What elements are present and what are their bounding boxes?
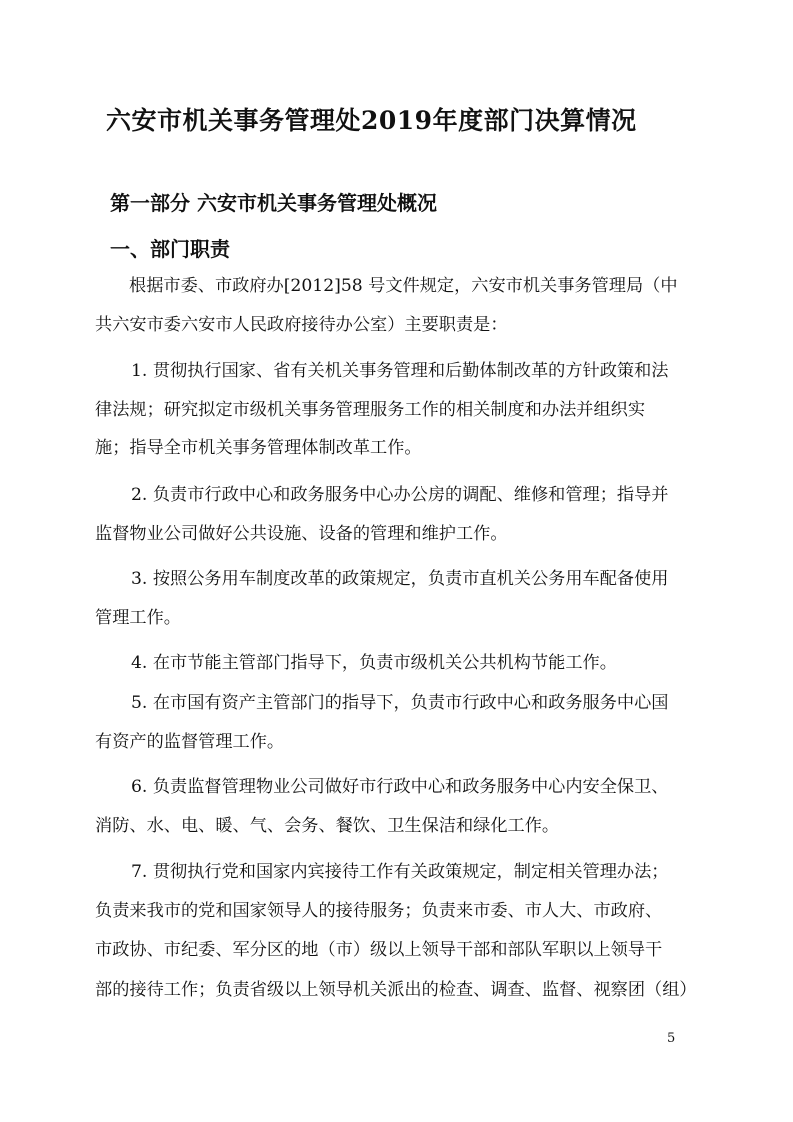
body-line: 5. 在市国有资产主管部门的指导下，负责市行政中心和政务服务中心国 — [131, 693, 669, 713]
body-line: 7. 贯彻执行党和国家内宾接待工作有关政策规定，制定相关管理办法； — [131, 862, 669, 882]
body-line: 有资产的监督管理工作。 — [95, 732, 285, 752]
body-line: 施；指导全市机关事务管理体制改革工作。 — [95, 438, 422, 458]
body-line: 市政协、市纪委、军分区的地（市）级以上领导干部和部队军职以上领导干 — [95, 940, 663, 960]
body-line: 管理工作。 — [95, 608, 181, 628]
body-line: 3. 按照公务用车制度改革的政策规定，负责市直机关公务用车配备使用 — [131, 569, 669, 589]
section-heading: 一、部门职责 — [110, 237, 230, 261]
body-line: 1. 贯彻执行国家、省有关机关事务管理和后勤体制改革的方针政策和法 — [131, 361, 669, 381]
body-line: 4. 在市节能主管部门指导下，负责市级机关公共机构节能工作。 — [131, 653, 617, 673]
body-line: 根据市委、市政府办[2012]58 号文件规定，六安市机关事务管理局（中 — [129, 276, 678, 296]
body-line: 律法规；研究拟定市级机关事务管理服务工作的相关制度和办法并组织实 — [95, 400, 646, 420]
body-line: 消防、水、电、暖、气、会务、餐饮、卫生保洁和绿化工作。 — [95, 816, 560, 836]
body-line: 负责来我市的党和国家领导人的接待服务；负责来市委、市人大、市政府、 — [95, 901, 663, 921]
body-line: 部的接待工作；负责省级以上领导机关派出的检查、调查、监督、视察团（组） — [95, 980, 697, 1000]
part-heading: 第一部分 六安市机关事务管理处概况 — [110, 191, 437, 215]
page-number: 5 — [667, 1031, 676, 1046]
body-line: 共六安市委六安市人民政府接待办公室）主要职责是： — [95, 315, 508, 335]
body-line: 6. 负责监督管理物业公司做好市行政中心和政务服务中心内安全保卫、 — [131, 777, 669, 797]
body-line: 2. 负责市行政中心和政务服务中心办公房的调配、维修和管理；指导并 — [131, 485, 669, 505]
document-title: 六安市机关事务管理处2019年度部门决算情况 — [106, 106, 637, 135]
body-line: 监督物业公司做好公共设施、设备的管理和维护工作。 — [95, 524, 508, 544]
